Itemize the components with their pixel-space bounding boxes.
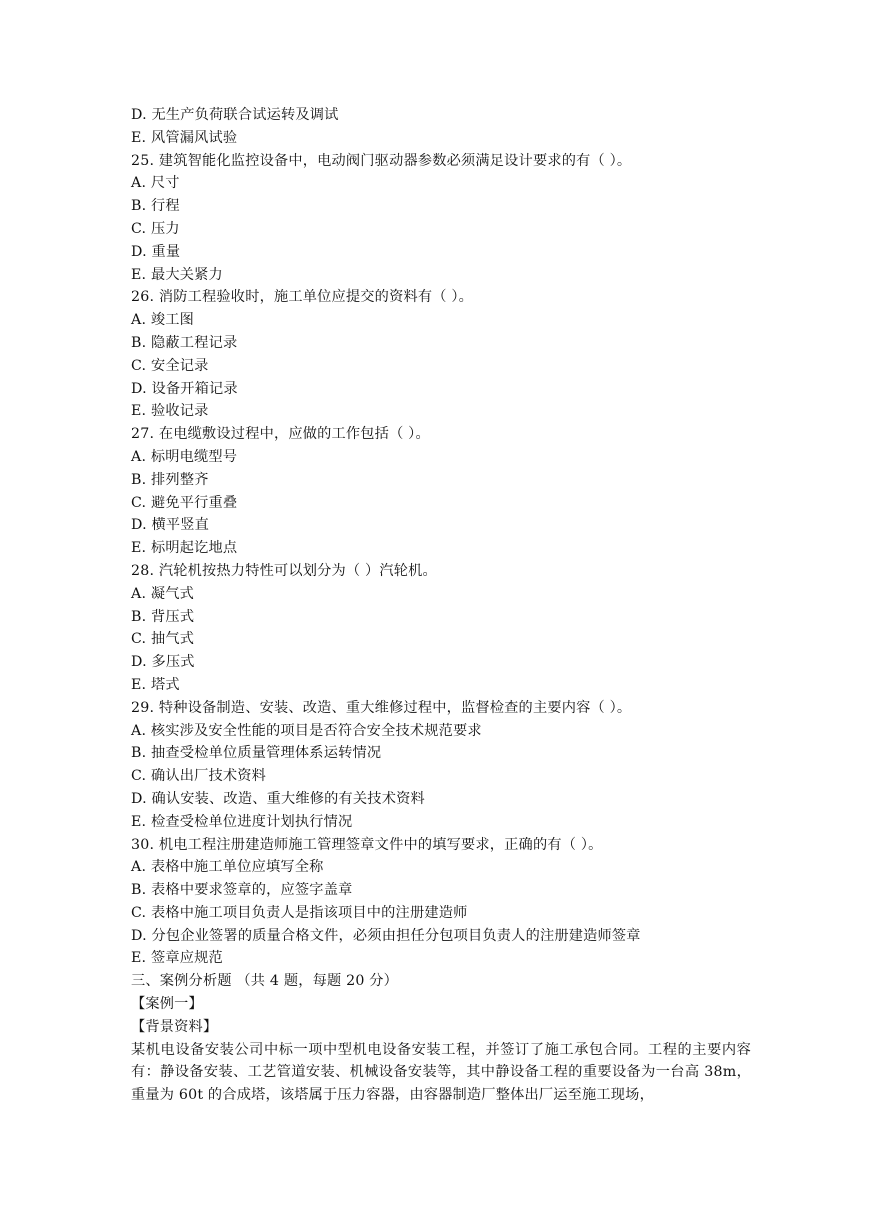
option-d-q29: D. 确认安装、改造、重大维修的有关技术资料 bbox=[131, 790, 425, 807]
option-c-q29: C. 确认出厂技术资料 bbox=[131, 768, 267, 785]
question-27: 27. 在电缆敷设过程中，应做的工作包括（ ）。 bbox=[131, 426, 430, 443]
option-a-q27: A. 标明电缆型号 bbox=[131, 448, 238, 465]
option-b-q26: B. 隐蔽工程记录 bbox=[131, 334, 238, 351]
question-29: 29. 特种设备制造、安装、改造、重大维修过程中，监督检查的主要内容（ ）。 bbox=[131, 699, 632, 716]
option-e-q28: E. 塔式 bbox=[131, 676, 180, 693]
option-a-q25: A. 尺寸 bbox=[131, 175, 180, 192]
document-body bbox=[131, 104, 751, 1107]
option-a-q28: A. 凝气式 bbox=[131, 585, 195, 602]
option-e-q25: E. 最大关紧力 bbox=[131, 266, 223, 283]
option-b-q25: B. 行程 bbox=[131, 198, 180, 215]
option-a-q29: A. 核实涉及安全性能的项目是否符合安全技术规范要求 bbox=[131, 722, 482, 739]
option-e-q24: E. 风管漏风试验 bbox=[131, 129, 238, 146]
section-heading-case-analysis: 三、案例分析题 （共 4 题，每题 20 分） bbox=[131, 973, 399, 990]
question-25: 25. 建筑智能化监控设备中，电动阀门驱动器参数必须满足设计要求的有（ ）。 bbox=[131, 152, 632, 169]
option-c-q28: C. 抽气式 bbox=[131, 631, 195, 648]
option-c-q25: C. 压力 bbox=[131, 220, 180, 237]
background-heading: 【背景资料】 bbox=[131, 1018, 218, 1035]
option-e-q30: E. 签章应规范 bbox=[131, 950, 223, 967]
option-d-q27: D. 横平竖直 bbox=[131, 517, 210, 534]
option-d-q25: D. 重量 bbox=[131, 243, 181, 260]
question-30: 30. 机电工程注册建造师施工管理签章文件中的填写要求，正确的有（ ）。 bbox=[131, 836, 603, 853]
case-background-paragraph: 某机电设备安装公司中标一项中型机电设备安装工程，并签订了施工承包合同。工程的主要内容有：静设备安装、工艺管道安装、机械设备安装等，其中静设备工程的重要设备为一台高 38m，重量为 60t 的合成塔，该塔属于压力容器，由容器制造厂整体出厂运至施工现场， bbox=[131, 1041, 751, 1104]
option-b-q28: B. 背压式 bbox=[131, 608, 195, 625]
option-a-q30: A. 表格中施工单位应填写全称 bbox=[131, 859, 324, 876]
option-d-q26: D. 设备开箱记录 bbox=[131, 380, 238, 397]
option-b-q29: B. 抽查受检单位质量管理体系运转情况 bbox=[131, 745, 382, 762]
question-28: 28. 汽轮机按热力特性可以划分为（ ）汽轮机。 bbox=[131, 562, 437, 579]
option-b-q30: B. 表格中要求签章的，应签字盖章 bbox=[131, 882, 353, 899]
option-e-q26: E. 验收记录 bbox=[131, 403, 209, 420]
case-one-heading: 【案例一】 bbox=[131, 996, 203, 1013]
option-e-q27: E. 标明起讫地点 bbox=[131, 540, 238, 557]
option-d-q28: D. 多压式 bbox=[131, 654, 195, 671]
option-a-q26: A. 竣工图 bbox=[131, 312, 195, 329]
option-c-q26: C. 安全记录 bbox=[131, 357, 209, 374]
option-d-q30: D. 分包企业签署的质量合格文件，必须由担任分包项目负责人的注册建造师签章 bbox=[131, 927, 641, 944]
option-d-q24: D. 无生产负荷联合试运转及调试 bbox=[131, 107, 339, 123]
option-c-q27: C. 避免平行重叠 bbox=[131, 494, 238, 511]
question-26: 26. 消防工程验收时，施工单位应提交的资料有（ ）。 bbox=[131, 289, 474, 306]
option-c-q30: C. 表格中施工项目负责人是指该项目中的注册建造师 bbox=[131, 904, 468, 921]
option-e-q29: E. 检查受检单位进度计划执行情况 bbox=[131, 813, 353, 830]
option-b-q27: B. 排列整齐 bbox=[131, 471, 209, 488]
